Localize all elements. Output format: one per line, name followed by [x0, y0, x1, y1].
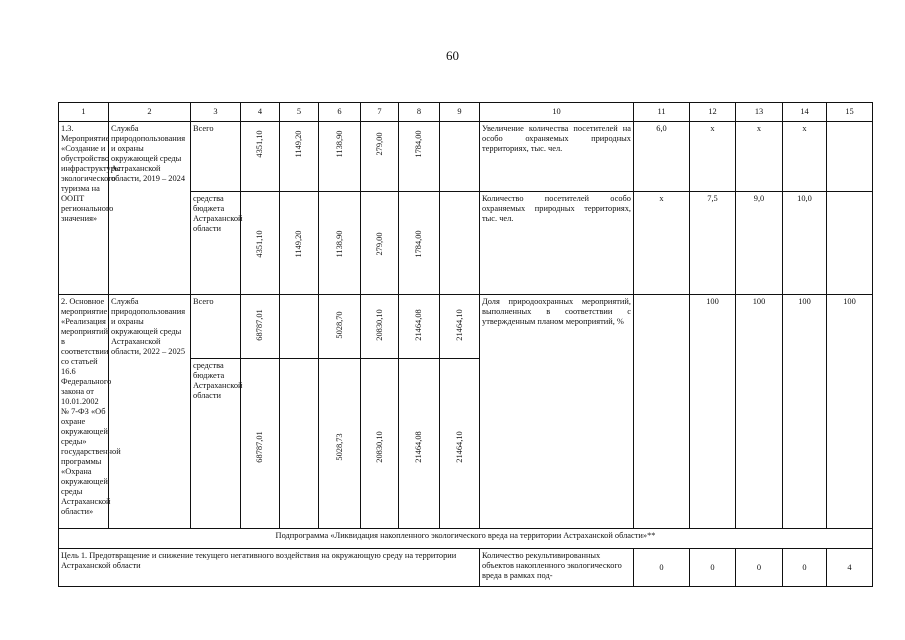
indicator-value: 100 [827, 295, 873, 529]
page-number: 60 [446, 48, 459, 63]
amount-value: 68787,01 [255, 309, 264, 341]
header-cell: 9 [440, 103, 480, 122]
header-cell: 12 [690, 103, 736, 122]
amount-value: 21464,08 [414, 431, 423, 463]
amount-value: 1149,20 [294, 130, 303, 158]
amount-cell [361, 192, 399, 295]
amount-cell [319, 122, 361, 192]
amount-value: 1149,20 [294, 230, 303, 258]
funding-source: средства бюджета Астраханской области [191, 359, 241, 529]
amount-value: 1784,00 [414, 230, 423, 258]
amount-cell [319, 359, 361, 529]
subprogram-row [59, 529, 873, 549]
indicator-value: 10,0 [783, 192, 827, 295]
header-cell: 7 [361, 103, 399, 122]
indicator-value: 0 [783, 549, 827, 587]
amount-cell [241, 295, 280, 359]
amount-value: 68787,01 [255, 431, 264, 463]
header-cell: 1 [59, 103, 109, 122]
amount-value: 1784,00 [414, 130, 423, 158]
program-table [58, 102, 873, 587]
activity-name: 1.3. Мероприятие «Создание и обустройство инфраструктуры экологического туризма на ООПТ регионального значения» [59, 122, 109, 295]
header-cell: 4 [241, 103, 280, 122]
header-cell: 8 [399, 103, 440, 122]
activity-name: 2. Основное мероприятие «Реализация мероприятий в соответствии со статьей 16.6 Федерального закона от 10.01.2002 № 7-ФЗ «Об охране окружающей среды» государственной программы «Охрана окружающей среды Астраханской области» [59, 295, 109, 529]
amount-cell [361, 295, 399, 359]
indicator-value: 7,5 [690, 192, 736, 295]
amount-value: 5028,73 [334, 433, 344, 461]
amount-value: 279,00 [374, 232, 384, 256]
header-row [59, 103, 873, 122]
indicator-text: Доля природоохранных мероприятий, выполненных в соответствии с утвержденным планом мероприятий, % [480, 295, 634, 529]
table-row [59, 295, 873, 359]
header-cell: 13 [736, 103, 783, 122]
amount-value: 21464,08 [414, 309, 423, 341]
header-cell: 10 [480, 103, 634, 122]
amount-cell [399, 192, 440, 295]
header-cell: 3 [191, 103, 241, 122]
header-cell: 14 [783, 103, 827, 122]
indicator-text: Увеличение количества посетителей на особо охраняемых природных территориях, тыс. чел. [480, 122, 634, 192]
amount-value: 20830,10 [374, 431, 384, 463]
amount-cell [399, 122, 440, 192]
indicator-value: х [736, 122, 783, 192]
amount-value: 21464,10 [454, 309, 464, 341]
executor: Служба природопользования и охраны окружающей среды Астраханской области, 2019 – 2024 [109, 122, 191, 295]
amount-cell [399, 295, 440, 359]
indicator-value: 100 [690, 295, 736, 529]
amount-value: 5028,70 [334, 311, 344, 339]
amount-value: 4351,10 [255, 230, 264, 258]
indicator-value: х [783, 122, 827, 192]
indicator-value: 100 [783, 295, 827, 529]
funding-source: Всего [191, 295, 241, 359]
amount-cell [241, 359, 280, 529]
amount-value: 1138,90 [334, 130, 344, 158]
header-cell: 15 [827, 103, 873, 122]
amount-cell [319, 295, 361, 359]
indicator-value: х [634, 192, 690, 295]
indicator-text: Количество рекультивированных объектов накопленного экологического вреда в рамках под- [480, 549, 634, 587]
indicator-value [827, 122, 873, 192]
indicator-value: 9,0 [736, 192, 783, 295]
header-cell: 5 [280, 103, 319, 122]
amount-value: 1138,90 [334, 230, 344, 258]
indicator-value: 100 [736, 295, 783, 529]
amount-cell [319, 192, 361, 295]
amount-cell [280, 192, 319, 295]
amount-cell [280, 295, 319, 359]
amount-cell [440, 295, 480, 359]
executor: Служба природопользования и охраны окружающей среды Астраханской области, 2022 – 2025 [109, 295, 191, 529]
funding-source: Всего [191, 122, 241, 192]
indicator-text: Количество посетителей особо охраняемых природных территориях, тыс. чел. [480, 192, 634, 295]
indicator-value: 0 [690, 549, 736, 587]
header-cell: 11 [634, 103, 690, 122]
amount-cell [361, 359, 399, 529]
indicator-value: 0 [736, 549, 783, 587]
goal-text: Цель 1. Предотвращение и снижение текущего негативного воздействия на окружающую среду на территории Астраханской области [59, 549, 480, 587]
subprogram-title: Подпрограмма «Ликвидация накопленного экологического вреда на территории Астраханской области»** [59, 529, 873, 549]
amount-value: 20830,10 [374, 309, 384, 341]
amount-cell [440, 122, 480, 192]
amount-cell [361, 122, 399, 192]
amount-value: 279,00 [374, 132, 384, 156]
amount-cell [280, 122, 319, 192]
amount-cell [399, 359, 440, 529]
amount-cell [440, 192, 480, 295]
table-row [59, 122, 873, 192]
funding-source: средства бюджета Астраханской области [191, 192, 241, 295]
indicator-value: х [690, 122, 736, 192]
amount-cell [241, 192, 280, 295]
indicator-value: 4 [827, 549, 873, 587]
indicator-value: 0 [634, 549, 690, 587]
amount-cell [440, 359, 480, 529]
table-row [59, 549, 873, 587]
amount-value: 21464,10 [454, 431, 464, 463]
header-cell: 6 [319, 103, 361, 122]
header-cell: 2 [109, 103, 191, 122]
indicator-value: 6,0 [634, 122, 690, 192]
amount-cell [241, 122, 280, 192]
indicator-value [827, 192, 873, 295]
indicator-value [634, 295, 690, 529]
amount-value: 4351,10 [255, 130, 264, 158]
amount-cell [280, 359, 319, 529]
